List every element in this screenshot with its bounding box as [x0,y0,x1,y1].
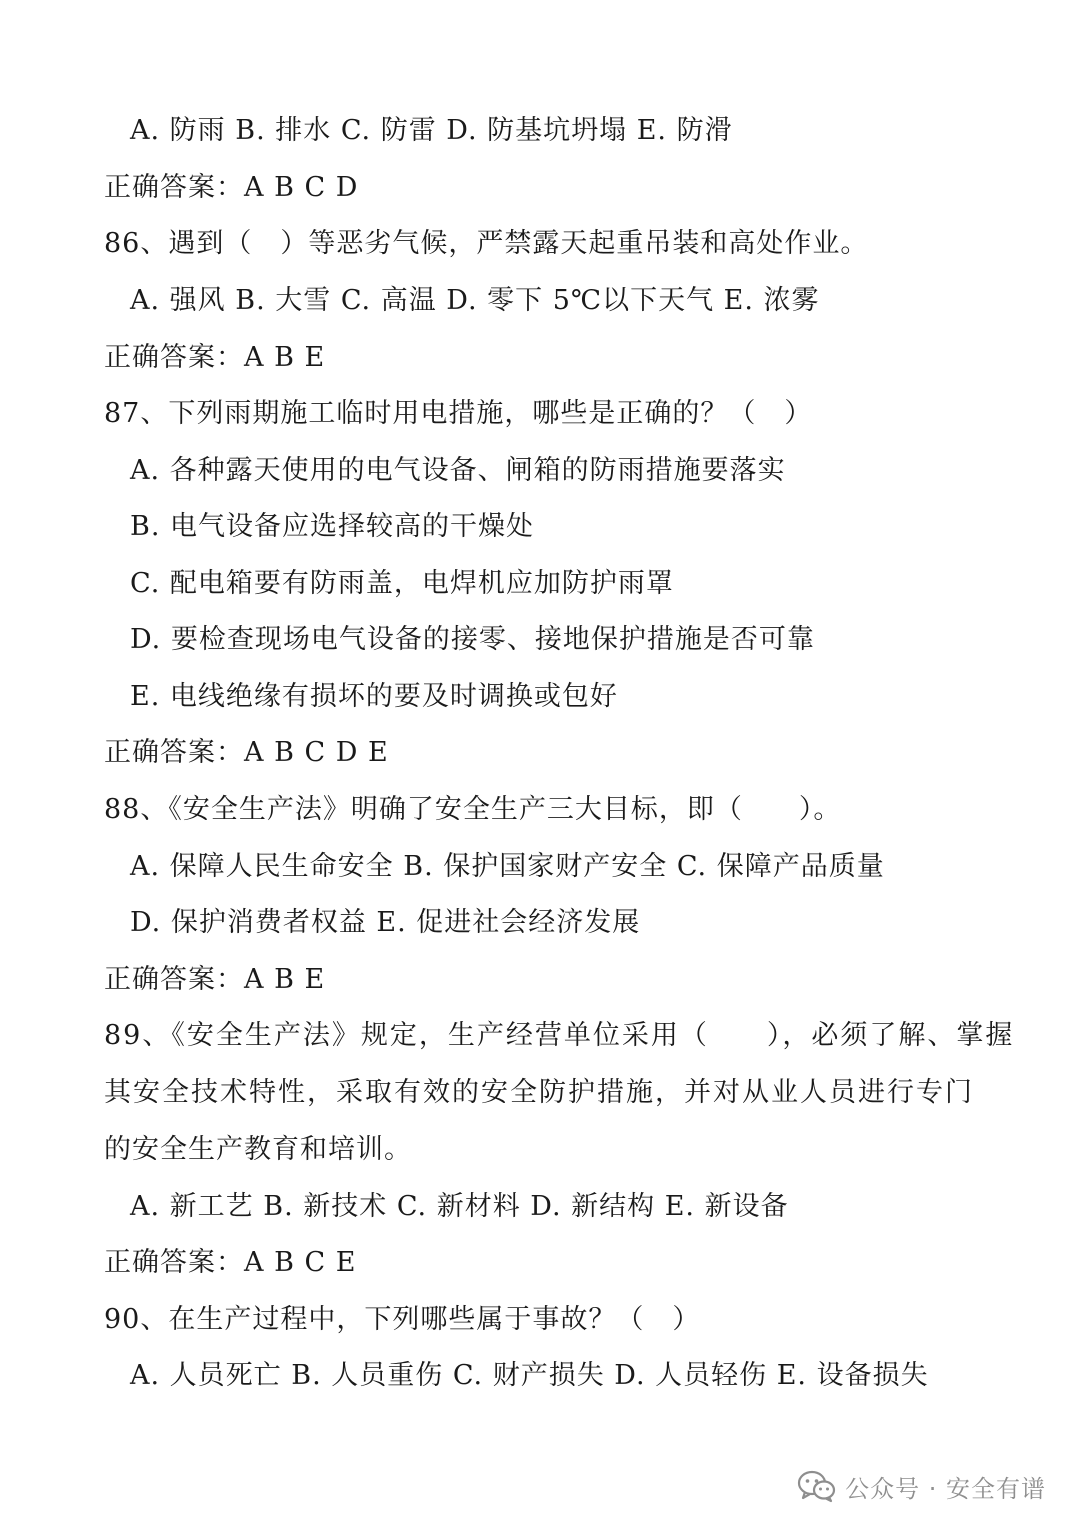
q90-question: 90、在生产过程中，下列哪些属于事故？（ ） [104,1304,701,1335]
q87-option-d: D. 要检查现场电气设备的接零、接地保护措施是否可靠 [130,624,815,655]
q86-question: 86、遇到（ ）等恶劣气候，严禁露天起重吊装和高处作业。 [104,228,869,259]
q87-option-c: C. 配电箱要有防雨盖，电焊机应加防护雨罩 [130,568,674,599]
q89-question-line2: 其安全技术特性，采取有效的安全防护措施，并对从业人员进行专门 [104,1077,974,1108]
q87-option-a: A. 各种露天使用的电气设备、闸箱的防雨措施要落实 [130,455,786,486]
q85-options: A. 防雨 B. 排水 C. 防雷 D. 防基坑坍塌 E. 防滑 [130,115,733,146]
q87-question: 87、下列雨期施工临时用电措施，哪些是正确的？（ ） [104,398,813,429]
q87-answer: 正确答案：A B C D E [104,737,389,768]
watermark-text: 公众号 · 安全有谱 [845,1474,1046,1503]
q86-answer: 正确答案：A B E [104,342,326,373]
q87-option-b: B. 电气设备应选择较高的干燥处 [130,511,535,542]
q89-question-line1: 89、《安全生产法》规定，生产经营单位采用（ ），必须了解、掌握 [104,1020,1015,1051]
q85-answer: 正确答案：A B C D [104,172,359,203]
q86-options: A. 强风 B. 大雪 C. 高温 D. 零下 5℃以下天气 E. 浓雾 [130,285,820,316]
q87-option-e: E. 电线绝缘有损坏的要及时调换或包好 [130,681,618,712]
wechat-icon [797,1469,837,1503]
q89-options: A. 新工艺 B. 新技术 C. 新材料 D. 新结构 E. 新设备 [130,1191,789,1222]
q88-answer: 正确答案：A B E [104,964,326,995]
q88-options-line1: A. 保障人民生命安全 B. 保护国家财产安全 C. 保障产品质量 [130,851,885,882]
q90-options: A. 人员死亡 B. 人员重伤 C. 财产损失 D. 人员轻伤 E. 设备损失 [130,1360,929,1391]
watermark [797,1466,1046,1506]
q89-answer: 正确答案：A B C E [104,1247,357,1278]
q89-question-line3: 的安全生产教育和培训。 [104,1134,412,1165]
q88-question: 88、《安全生产法》明确了安全生产三大目标，即（ ）。 [104,794,842,825]
q88-options-line2: D. 保护消费者权益 E. 促进社会经济发展 [130,907,641,938]
